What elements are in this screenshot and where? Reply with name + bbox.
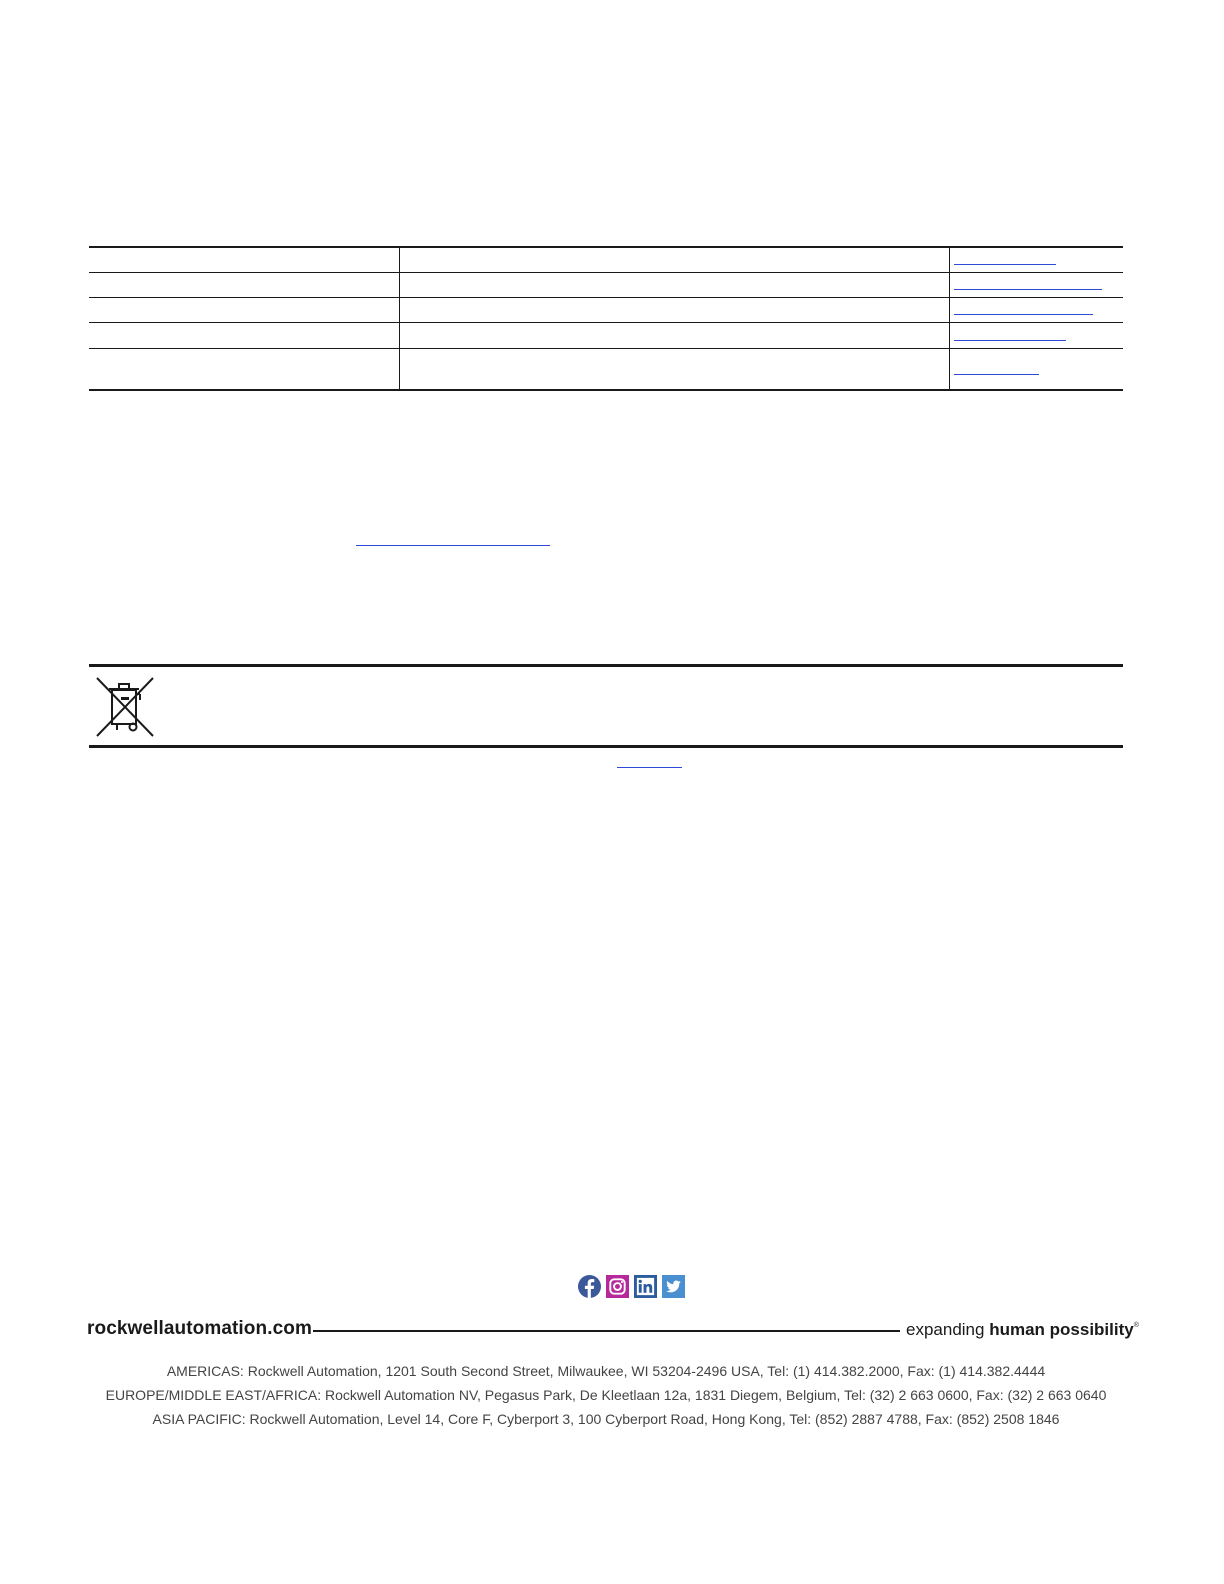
weee-notice — [89, 664, 1123, 748]
tagline — [906, 1320, 1139, 1340]
table-row — [89, 297, 1123, 322]
link-underline[interactable] — [954, 314, 1093, 315]
crossed-out-wheelie-bin-icon — [95, 676, 155, 738]
linkedin-icon[interactable] — [634, 1275, 657, 1298]
table-cell-link[interactable] — [950, 247, 1124, 272]
table-row — [89, 272, 1123, 297]
tagline-regular: expanding — [906, 1320, 985, 1339]
table-cell-link[interactable] — [950, 322, 1124, 348]
facebook-icon[interactable] — [578, 1275, 601, 1298]
table-cell — [400, 272, 950, 297]
table-cell — [400, 247, 950, 272]
table-row — [89, 348, 1123, 390]
table-cell — [89, 297, 400, 322]
body-link-underline[interactable] — [356, 545, 550, 546]
table-cell-link[interactable] — [950, 272, 1124, 297]
support-resources-table — [89, 246, 1123, 391]
regional-addresses — [0, 1359, 1212, 1431]
tagline-bold: human possibility — [989, 1320, 1134, 1339]
instagram-icon[interactable] — [606, 1275, 629, 1298]
table-row — [89, 322, 1123, 348]
footer-rule — [313, 1330, 900, 1332]
link-underline[interactable] — [954, 289, 1102, 290]
table-cell — [89, 348, 400, 390]
table-cell-link[interactable] — [950, 297, 1124, 322]
table-cell — [89, 322, 400, 348]
twitter-icon[interactable] — [662, 1275, 685, 1298]
table-row — [89, 247, 1123, 272]
table-cell-link[interactable] — [950, 348, 1124, 390]
table-cell — [400, 348, 950, 390]
table-cell — [400, 297, 950, 322]
registered-mark: ® — [1133, 1322, 1139, 1329]
table-cell — [89, 272, 400, 297]
address-asia-pacific: ASIA PACIFIC: Rockwell Automation, Level 14, Core F, Cyberport 3, 100 Cyberport Road, Hong Kong, Tel: (852) 2887 4788, Fax: (852) 2508 1846 — [152, 1411, 1060, 1427]
address-emea: EUROPE/MIDDLE EAST/AFRICA: Rockwell Automation NV, Pegasus Park, De Kleetlaan 12a, 1831 Diegem, Belgium, Tel: (32) 2 663 0600, Fax: (32) 2 663 0640 — [105, 1387, 1107, 1403]
website-link[interactable]: rockwellautomation.com — [87, 1318, 312, 1339]
link-underline[interactable] — [954, 340, 1066, 341]
address-americas: AMERICAS: Rockwell Automation, 1201 South Second Street, Milwaukee, WI 53204-2496 USA, Tel: (1) 414.382.2000, Fax: (1) 414.382.4444 — [166, 1363, 1046, 1379]
link-underline[interactable] — [954, 264, 1056, 265]
social-links — [578, 1275, 685, 1298]
table-cell — [400, 322, 950, 348]
link-underline[interactable] — [954, 374, 1039, 375]
table-cell — [89, 247, 400, 272]
body-link-underline[interactable] — [617, 767, 682, 768]
